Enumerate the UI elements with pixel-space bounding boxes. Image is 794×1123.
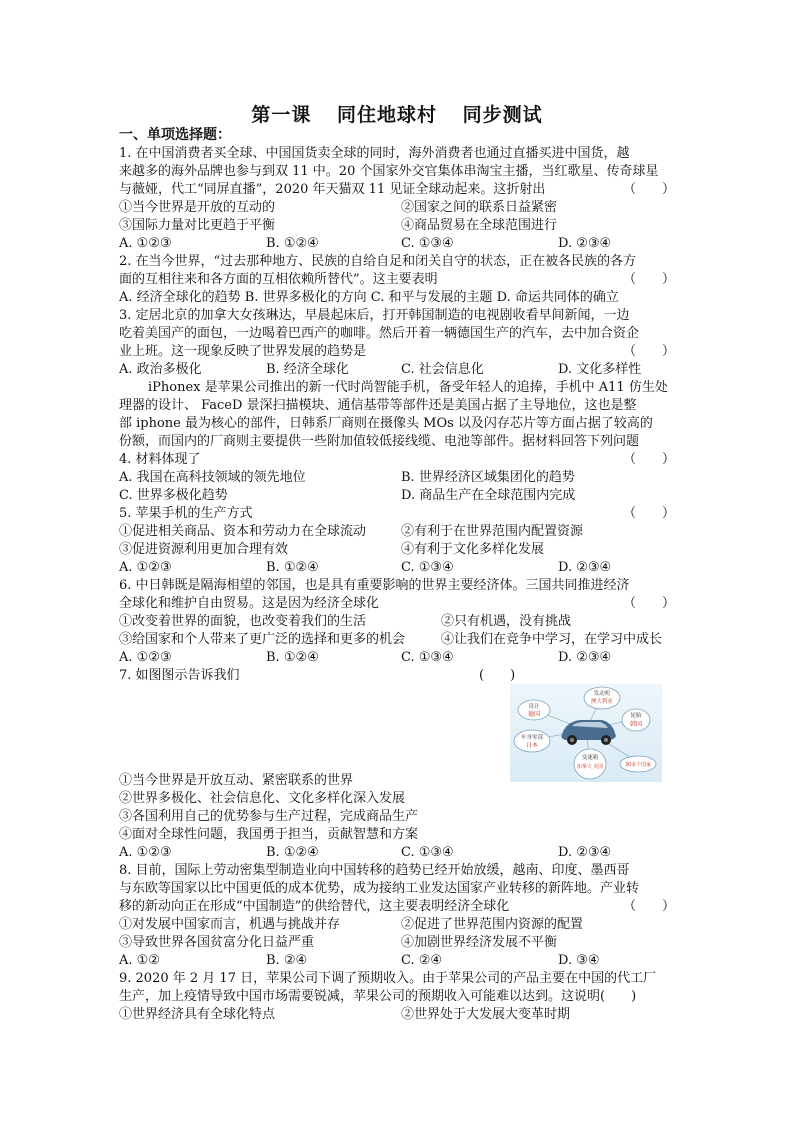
choice-d: D. ②③④: [558, 236, 612, 251]
question-text: [119, 451, 675, 468]
choice-b: B. 经济全球化: [266, 362, 349, 377]
answer-blank: （ ）: [622, 272, 675, 287]
option-statement: ③给国家和个人带来了更广泛的选择和更多的机会: [119, 632, 406, 647]
option-statement: ③国际力量对比更趋于平衡: [119, 218, 276, 233]
answer-blank: （ ）: [622, 344, 675, 359]
stem-text: 5. 苹果手机的生产方式: [119, 506, 253, 521]
option-statement: ①当今世界是开放互动、紧密联系的世界: [119, 773, 354, 788]
material-text: 理器的设计、 FaceD 景深扫描模块、通信基带等部件还是美国占据了主导地位，这也是整: [119, 398, 637, 413]
tire-label: 轮胎: [630, 713, 642, 719]
design-label: 设计: [528, 704, 540, 710]
option-statement: ②只有机遇，没有挑战: [441, 614, 572, 629]
question-text: 8. 目前，国际上劳动密集型制造业向中国转移的趋势已经开始放缓，越南、印度、墨西哥: [119, 863, 630, 878]
option-statement: ③各国利用自己的优势参与生产过程，完成商品生产: [119, 809, 419, 824]
choice-b: B. ②④: [266, 953, 308, 968]
question-text: [119, 898, 675, 915]
choice-a: A. ①②③: [119, 845, 172, 860]
answer-blank: （ ）: [622, 452, 675, 467]
answer-blank: （ ）: [622, 182, 675, 197]
stem-text: 业上班。这一现象反映了世界发展的趋势是: [119, 344, 367, 359]
answer-blank: ( ): [479, 668, 516, 683]
material-text: 份额，而国内的厂商则主要提供一些附加值较低接线缆、电池等部件。据材料回答下列问题: [119, 434, 640, 449]
title-part: 第一课: [251, 104, 312, 126]
choice-b: B. ①②④: [266, 236, 319, 251]
answer-blank: （ ）: [622, 506, 675, 521]
choice-d: D. ②③④: [558, 560, 612, 575]
choice-c: C. ①③④: [401, 845, 454, 860]
stem-text: 面的互相往来和各方面的互相依赖所替代”。这主要表明: [119, 272, 438, 287]
other-countries-label: 30多个国家: [624, 762, 652, 768]
choice-c: C. 社会信息化: [401, 362, 484, 377]
choice-c: C. ①③④: [401, 560, 454, 575]
question-text: [119, 667, 675, 684]
parts-label: 车身零部: [520, 735, 544, 741]
question-text: 3. 定居北京的加拿大女孩琳达，早晨起床后，打开韩国制造的电视剧收看早间新闻，一边: [119, 308, 630, 323]
question-text: 吃着美国产的面包，一边喝着巴西产的咖啡。然后开着一辆德国生产的汽车，去中加合资企: [119, 326, 640, 341]
choice-a: A. ①②③: [119, 236, 172, 251]
question-text: 与东欧等国家以比中国更低的成本优势，成为接纳工业发达国家产业转移的新阵地。产业转: [119, 881, 640, 896]
tire-country: 韩国: [629, 721, 643, 728]
choice-c: C. 世界多极化趋势: [119, 488, 228, 503]
title-part: 同住地球村: [336, 104, 437, 126]
car-production-figure: [510, 684, 662, 782]
option-statement: ①促进相关商品、资本和劳动力在全球流动: [119, 524, 367, 539]
option-statement: ①对发展中国家而言，机遇与挑战并存: [119, 917, 341, 932]
question-text: 生产，加上疫情导致中国市场需要锐减，苹果公司的预期收入可能难以达到。这说明( ): [119, 989, 637, 1004]
choice-d: D. 商品生产在全球范围内完成: [401, 488, 576, 503]
choice-d: D. 文化多样性: [558, 362, 642, 377]
question-text: [119, 271, 675, 288]
option-statement: ③促进资源利用更加合理有效: [119, 542, 289, 557]
choice-a: A. ①②③: [119, 650, 172, 665]
choice-b: B. 世界经济区域集团化的趋势: [401, 470, 575, 485]
choice-d: D. ②③④: [558, 650, 612, 665]
design-country: 德国: [527, 711, 541, 718]
option-statement: ②国家之间的联系日益紧密: [401, 200, 558, 215]
page-title: [0, 100, 794, 127]
answer-blank: （ ）: [622, 899, 675, 914]
choice-a: A. 我国在高科技领域的领先地位: [119, 470, 306, 485]
choice-a: A. ①②③: [119, 560, 172, 575]
question-text: 6. 中日韩既是隔海相望的邻国，也是具有重要影响的世界主要经济体。三国共同推进经济: [119, 578, 630, 593]
option-statement: ①改变着世界的面貌，也改变着我们的生活: [119, 614, 367, 629]
choice-b: B. ①②④: [266, 845, 319, 860]
question-text: [119, 595, 675, 612]
option-statement: ④加剧世界经济发展不平衡: [401, 935, 558, 950]
stem-text: 4. 材料体现了: [119, 452, 201, 467]
option-statement: ④有利于文化多样化发展: [401, 542, 545, 557]
question-text: 来越多的海外品牌也参与到双 11 中。20 个国家外交官集体串淘宝主播，当红歌星、传奇球星: [119, 164, 659, 179]
car-icon: [562, 720, 617, 745]
transmission-label: 变速箱: [581, 755, 599, 761]
option-statement: ④面对全球性问题，我国勇于担当，贡献智慧和方案: [119, 827, 419, 842]
choice-a: A. 政治多极化: [119, 362, 202, 377]
choice-a: A. ①②: [119, 953, 160, 968]
choice-d: D. ③④: [558, 953, 600, 968]
material-text: 部 iphone 最为核心的部件，日韩系厂商则在摄像头 MOs 以及闪存芯片等方面占据了较高的: [119, 416, 653, 431]
option-statement: ②世界多极化、社会信息化、文化多样化深入发展: [119, 791, 406, 806]
stem-text: 移的新动向正在形成“中国制造”的供给替代，这主要表明经济全球化: [119, 899, 510, 914]
choice-c: C. ②④: [401, 953, 443, 968]
question-text: [119, 181, 675, 198]
title-part: 同步测试: [462, 104, 543, 126]
transmission-country: 加拿大 美国: [576, 764, 604, 770]
question-text: [119, 343, 675, 360]
option-statement: ①世界经济具有全球化特点: [119, 1007, 276, 1022]
answer-blank: （ ）: [622, 596, 675, 611]
choice-c: C. ①③④: [401, 650, 454, 665]
stem-text: 与薇娅，代工“同屏直播”，2020 年天猫双 11 见证全球动起来。这折射出: [119, 182, 546, 197]
parts-country: 日本: [525, 742, 539, 749]
choice-b: B. ①②④: [266, 650, 319, 665]
question-text: [119, 505, 675, 522]
question-text: 2. 在当今世界，“过去那种地方、民族的自给自足和闭关自守的状态，正在被各民族的各方: [119, 254, 637, 269]
section-heading: 一、单项选择题：: [119, 127, 231, 143]
engine-label: 发动机: [593, 691, 611, 697]
option-statement: ④让我们在竞争中学习，在学习中成长: [441, 632, 663, 647]
question-text: 9. 2020 年 2 月 17 日，苹果公司下调了预期收入。由于苹果公司的产品主要在中国的代工厂: [119, 971, 657, 986]
stem-text: 全球化和维护自由贸易。这是因为经济全球化: [119, 596, 380, 611]
option-statement: ②世界处于大发展大变革时期: [401, 1007, 571, 1022]
stem-text: 7. 如图图示告诉我们: [119, 668, 240, 683]
material-text: iPhonex 是苹果公司推出的新一代时尚智能手机，备受年轻人的追捧，手机中 A11 仿生处: [148, 380, 668, 395]
choice-d: D. ②③④: [558, 845, 612, 860]
answer-choices: A. 经济全球化的趋势 B. 世界多极化的方向 C. 和平与发展的主题 D. 命运共同体的确立: [119, 290, 619, 305]
option-statement: ①当今世界是开放的互动的: [119, 200, 276, 215]
question-text: 1. 在中国消费者买全球、中国国货卖全球的同时，海外消费者也通过直播买进中国货，越: [119, 146, 630, 161]
figure-graphic: [510, 684, 662, 782]
option-statement: ②促进了世界范围内资源的配置: [401, 917, 584, 932]
choice-b: B. ①②④: [266, 560, 319, 575]
choice-c: C. ①③④: [401, 236, 454, 251]
option-statement: ③导致世界各国贫富分化日益严重: [119, 935, 315, 950]
option-statement: ②有利于在世界范围内配置资源: [401, 524, 584, 539]
engine-country: 澳大利亚: [590, 699, 614, 705]
option-statement: ④商品贸易在全球范围进行: [401, 218, 558, 233]
